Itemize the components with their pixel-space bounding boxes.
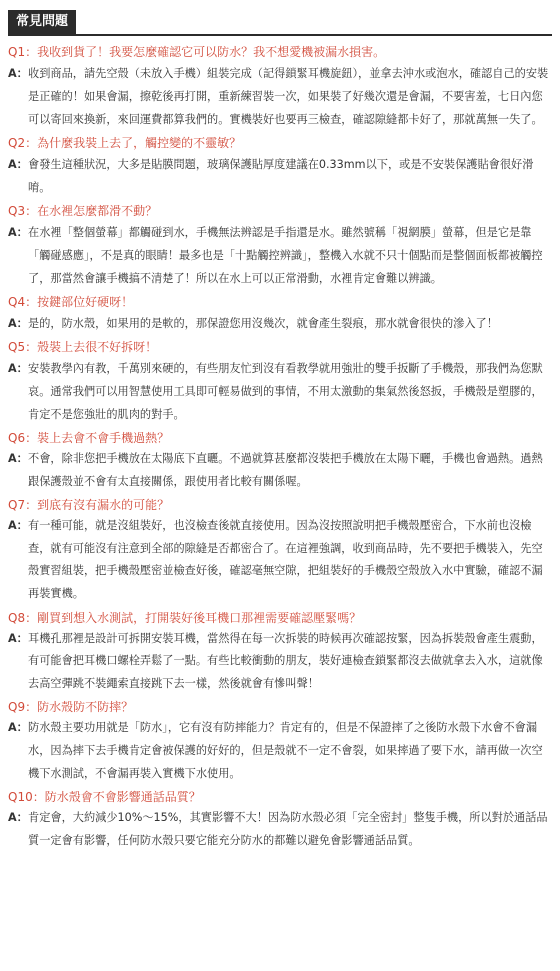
faq-answer-text: 有一種可能，就是沒組裝好，也沒檢查後就直接使用。因為沒按照說明把手機殼壓密合，下水前也沒檢查，就有可能沒有注意到全部的隙縫是否都密合了。在這裡強調，收到商品時，先不要把手機裝入，先空殼實習組裝，把手機殼壓密並檢查好後，確認毫無空隙，把組裝好的手機殼空殼放入水中實驗，確認不漏再裝實機。: [28, 519, 543, 600]
faq-answer-text: 收到商品，請先空殼（未放入手機）組裝完成（記得鎖緊耳機旋鈕），並拿去沖水或泡水，確認自己的安裝是正確的！如果會漏，擦乾後再打開，重新練習裝一次，如果裝了好幾次還是會漏，不要害羞，七日內您可以寄回來換新，來回運費都算我們的。實機裝好也要再三檢查，確認隙縫都卡好了，那就萬無一失了。: [28, 67, 549, 126]
faq-question: Q9：防水殼防不防摔？: [8, 700, 134, 715]
faq-answer: [8, 515, 552, 605]
faq-answer: [8, 62, 552, 131]
faq-answer-text: 安裝教學內有教，千萬別來硬的，有些朋友忙到沒有看教學就用強壯的雙手扳斷了手機殼，那我們為您默哀。通常我們可以用智慧使用工具即可輕易做到的事情，不用太激動的集氣然後怒扳，手機殼是塑膠的，肯定不是您強壯的肌肉的對手。: [28, 362, 543, 421]
faq-item: [8, 44, 552, 131]
answer-prefix: A：: [8, 721, 28, 735]
answer-prefix: A：: [8, 317, 28, 330]
faq-question: Q5：殼裝上去很不好拆呀！: [8, 340, 158, 354]
faq-item: [8, 699, 552, 785]
faq-answer-text: 是的，防水殼，如果用的是軟的，那保證您用沒幾次，就會產生裂痕，那水就會很快的滲入了！: [28, 317, 498, 330]
faq-answer-text: 在水裡「整個螢幕」都觸碰到水，手機無法辨認是手指還是水。雖然號稱「視網膜」螢幕，但是它是靠「觸碰感應」，不是真的眼睛！最多也是「十點觸控辨識」，整機入水就不只十個點而是整個面板都被觸控了，那當然會讓手機搞不清楚了！所以在水上可以正常滑動，水裡肯定會難以辨識。: [28, 226, 543, 285]
faq-question: Q8：剛買到想入水測試，打開裝好後耳機口那裡需要確認壓緊嗎？: [8, 610, 362, 625]
faq-item: [8, 789, 552, 852]
faq-answer: [8, 717, 552, 785]
answer-prefix: A：: [8, 158, 28, 171]
faq-answer: [8, 153, 552, 199]
faq-answer: [8, 628, 552, 696]
answer-prefix: A：: [8, 452, 28, 465]
answer-prefix: A：: [8, 362, 28, 375]
faq-question: Q3：在水裡怎麼都滑不動？: [8, 204, 158, 218]
faq-answer-text: 肯定會，大約減少10%～15%，其實影響不大！因為防水殼必須「完全密封」整隻手機，所以對於通話品質一定會有影響，任何防水殼只要它能充分防水的都難以避免會影響通話品質。: [28, 811, 548, 847]
faq-question: Q4：按鍵部位好硬呀！: [8, 295, 134, 309]
page-title: 常見問題: [8, 10, 76, 34]
faq-item: [8, 339, 552, 426]
faq-question: Q7：到底有沒有漏水的可能？: [8, 498, 170, 513]
header-bar: [8, 10, 552, 36]
faq-question: Q2：為什麼我裝上去了，觸控變的不靈敏？: [8, 136, 242, 150]
faq-question: Q6：裝上去會不會手機過熱？: [8, 431, 170, 445]
faq-item: [8, 203, 552, 290]
faq-answer-text: 耳機孔那裡是設計可拆開安裝耳機，當然得在每一次拆裝的時候再次確認按緊，因為拆裝殼會產生震動，有可能會把耳機口螺栓弄鬆了一點。有些比較衝動的朋友，裝好連檢查鎖緊都沒去做就拿去入水，這就像去高空彈跳不裝繩索直接跳下去一樣，然後就會有慘叫聲！: [28, 631, 543, 690]
faq-item: [8, 135, 552, 199]
answer-prefix: A：: [8, 631, 28, 645]
answer-prefix: A：: [8, 519, 28, 533]
faq-item: [8, 430, 552, 493]
faq-answer: [8, 221, 552, 290]
faq-answer-text: 防水殼主要功用就是「防水」，它有沒有防摔能力？肯定有的，但是不保證摔了之後防水殼下水會不會漏水，因為摔下去手機肯定會被保護的好好的，但是殼就不一定不會裂，如果摔過了要下水，請再做一次空機下水測試，不會漏再裝入實機下水使用。: [28, 721, 543, 780]
faq-question: Q1：我收到貨了！我要怎麼確認它可以防水？我不想愛機被漏水損害。: [8, 45, 386, 59]
faq-answer: [8, 312, 552, 335]
faq-answer: [8, 357, 552, 426]
faq-item: [8, 294, 552, 335]
faq-answer-text: 不會，除非您把手機放在太陽底下直曬。不過就算甚麼都沒裝把手機放在太陽下曬，手機也會過熱。過熱跟保護殼並不會有太直接關係，跟使用者比較有關係喔。: [28, 452, 543, 488]
answer-prefix: A：: [8, 226, 28, 239]
faq-answer-text: 會發生這種狀況，大多是貼膜問題，玻璃保護貼厚度建議在0.33mm以下，或是不安裝保護貼會很好滑唷。: [28, 158, 534, 194]
faq-item: [8, 497, 552, 605]
answer-prefix: A：: [8, 811, 28, 825]
faq-item: [8, 610, 552, 696]
faq-answer: [8, 448, 552, 493]
faq-answer: [8, 807, 552, 852]
answer-prefix: A：: [8, 67, 28, 80]
faq-question: Q10：防水殼會不會影響通話品質？: [8, 790, 201, 805]
